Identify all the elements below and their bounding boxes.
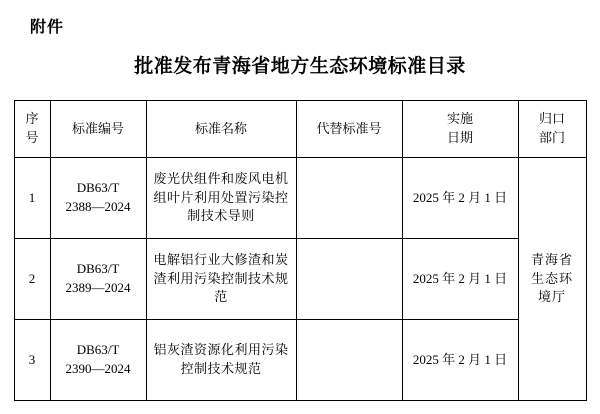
cell-department-line1: 青海省 [530, 251, 573, 267]
column-header-seq-line2: 号 [25, 130, 39, 145]
cell-code [50, 320, 146, 401]
cell-code-line1: DB63/T [76, 180, 120, 196]
cell-date: 2025 年 2 月 1 日 [402, 320, 518, 401]
table-body [14, 158, 586, 401]
column-header-replace: 代替标准号 [296, 101, 402, 158]
column-header-date [402, 101, 518, 158]
cell-code-line2: 2390—2024 [65, 361, 131, 376]
cell-code [50, 158, 146, 239]
column-header-dept-line2: 部门 [538, 130, 565, 145]
cell-department-line3: 境厅 [537, 289, 566, 305]
cell-code-line1: DB63/T [76, 261, 120, 277]
column-header-date-line2: 日期 [446, 130, 473, 145]
cell-name: 废光伏组件和废风电机组叶片利用处置污染控制技术导则 [146, 158, 296, 239]
table-header [14, 101, 586, 158]
cell-replace [296, 158, 402, 239]
cell-replace [296, 239, 402, 320]
column-header-dept-line1: 归口 [538, 111, 565, 127]
cell-date: 2025 年 2 月 1 日 [402, 158, 518, 239]
table-header-row [14, 101, 586, 158]
column-header-dept [518, 101, 586, 158]
column-header-seq-line1: 序 [25, 111, 39, 127]
cell-name: 电解铝行业大修渣和炭渣利用污染控制技术规范 [146, 239, 296, 320]
attachment-label: 附件 [30, 19, 65, 36]
column-header-seq [14, 101, 50, 158]
cell-replace [296, 320, 402, 401]
table-row [14, 158, 586, 239]
cell-code-line2: 2388—2024 [65, 199, 131, 214]
column-header-date-line1: 实施 [446, 111, 473, 127]
document-page [0, 14, 600, 414]
cell-department [518, 158, 586, 401]
cell-code-line2: 2389—2024 [65, 280, 131, 295]
cell-seq: 1 [14, 158, 50, 239]
column-header-code: 标准编号 [50, 101, 146, 158]
cell-seq: 3 [14, 320, 50, 401]
standards-catalog-table [14, 100, 587, 401]
cell-name: 铝灰渣资源化利用污染控制技术规范 [146, 320, 296, 401]
cell-code-line1: DB63/T [76, 342, 120, 358]
table-row [14, 239, 586, 320]
cell-date: 2025 年 2 月 1 日 [402, 239, 518, 320]
table-row [14, 320, 586, 401]
page-title: 批准发布青海省地方生态环境标准目录 [134, 56, 466, 77]
cell-code [50, 239, 146, 320]
cell-seq: 2 [14, 239, 50, 320]
cell-department-line2: 生态环 [530, 270, 573, 286]
column-header-name: 标准名称 [146, 101, 296, 158]
